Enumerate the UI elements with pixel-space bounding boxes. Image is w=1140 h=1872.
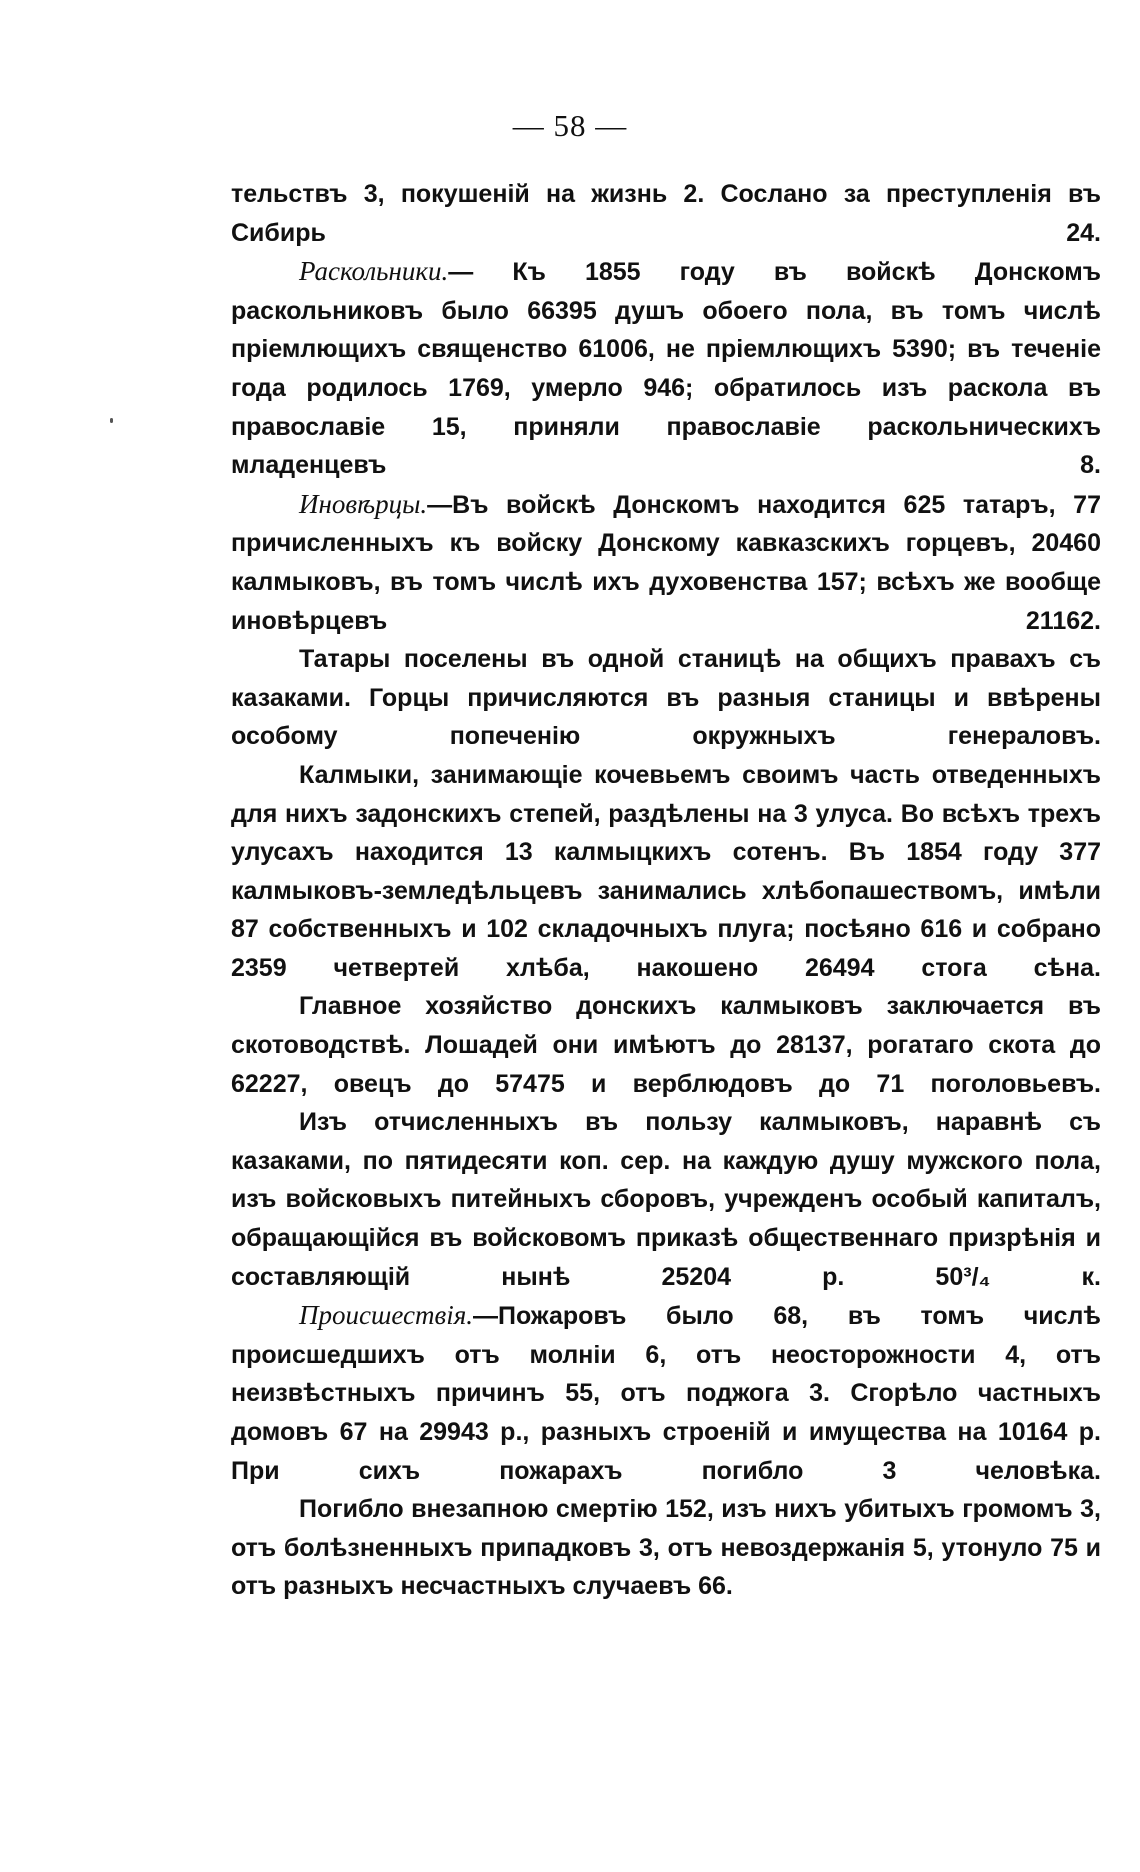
paragraph-sudden-deaths xyxy=(231,1490,1101,1606)
paragraph-inovertsy xyxy=(231,485,1101,640)
paragraph-text: Главное хозяйство донскихъ калмыковъ заключается въ скотоводствѣ. Лошадей они имѣютъ до 28137, рогатаго скота до 62227, овецъ до 57475 и верблюдовъ до 71 поголовьевъ. xyxy=(231,992,1101,1098)
section-heading-inovertsy: Иновѣрцы. xyxy=(299,488,428,519)
paragraph-raskolniki xyxy=(231,252,1101,485)
paragraph-kalmyk-livestock xyxy=(231,987,1101,1103)
paragraph-proisshestviya xyxy=(231,1296,1101,1490)
paragraph-text: Изъ отчисленныхъ въ пользу калмыковъ, наравнѣ съ казаками, по пятидесяти коп. сер. на каждую душу мужского пола, изъ войсковыхъ питейныхъ сборовъ, учрежденъ особый капиталъ, обращающійся въ войсковомъ приказѣ общественнаго призрѣнія и составляющій нынѣ 25204 р. 50³/₄ к. xyxy=(231,1108,1101,1291)
paragraph-text: тельствъ 3, покушеній на жизнь 2. Сослано за преступленія въ Сибирь 24. xyxy=(231,180,1101,247)
page-number: — 58 — xyxy=(512,108,628,143)
paragraph-continuation xyxy=(231,175,1101,252)
body-text xyxy=(231,175,1101,1606)
paragraph-tatars xyxy=(231,640,1101,756)
section-heading-proisshestviya: Происшествія. xyxy=(299,1300,473,1331)
paragraph-text: Калмыки, занимающіе кочевьемъ своимъ часть отведенныхъ для нихъ задонскихъ степей, раздѣлены на 3 улуса. Во всѣхъ трехъ улусахъ находится 13 калмыцкихъ сотенъ. Въ 1854 году 377 калмыковъ-земледѣльцевъ занимались хлѣбопашествомъ, имѣли 87 собственныхъ и 102 складочныхъ плуга; посѣяно 616 и собрано 2359 четвертей хлѣба, накошено 26494 стога сѣна. xyxy=(231,760,1101,982)
section-heading-raskolniki: Раскольники. xyxy=(299,256,449,287)
paragraph-text: Татары поселены въ одной станицѣ на общихъ правахъ съ казаками. Горцы причисляются въ разныя станицы и ввѣрены особому попеченію окружныхъ генераловъ. xyxy=(231,645,1101,751)
paragraph-kalmyks xyxy=(231,756,1101,988)
paragraph-text: —Въ войскѣ Донскомъ находится 625 татаръ, 77 причисленныхъ къ войску Донскому кавказскихъ горцевъ, 20460 калмыковъ, въ томъ числѣ ихъ духовенства 157; всѣхъ же вообще иновѣрцевъ 21162. xyxy=(231,490,1101,635)
paragraph-kalmyk-capital xyxy=(231,1103,1101,1296)
paragraph-text: —Пожаровъ было 68, въ томъ числѣ происшедшихъ отъ молніи 6, отъ неосторожности 4, отъ неизвѣстныхъ причинъ 55, отъ поджога 3. Сгорѣло частныхъ домовъ 67 на 29943 р., разныхъ строеній и имущества на 10164 р. При сихъ пожарахъ погибло 3 человѣка. xyxy=(231,1302,1101,1485)
paragraph-text: — Къ 1855 году въ войскѣ Донскомъ раскольниковъ было 66395 душъ обоего пола, въ томъ числѣ пріемлющихъ священство 61006, не пріемлющихъ 5390; въ теченіе года родилось 1769, умерло 946; обратилось изъ раскола въ православіе 15, приняли православіе раскольническихъ младенцевъ 8. xyxy=(231,258,1101,480)
stray-ink-mark xyxy=(110,418,113,423)
paragraph-text: Погибло внезапною смертію 152, изъ нихъ убитыхъ громомъ 3, отъ болѣзненныхъ припадковъ 3, отъ невоздержанія 5, утонуло 75 и отъ разныхъ несчастныхъ случаевъ 66. xyxy=(231,1495,1101,1601)
